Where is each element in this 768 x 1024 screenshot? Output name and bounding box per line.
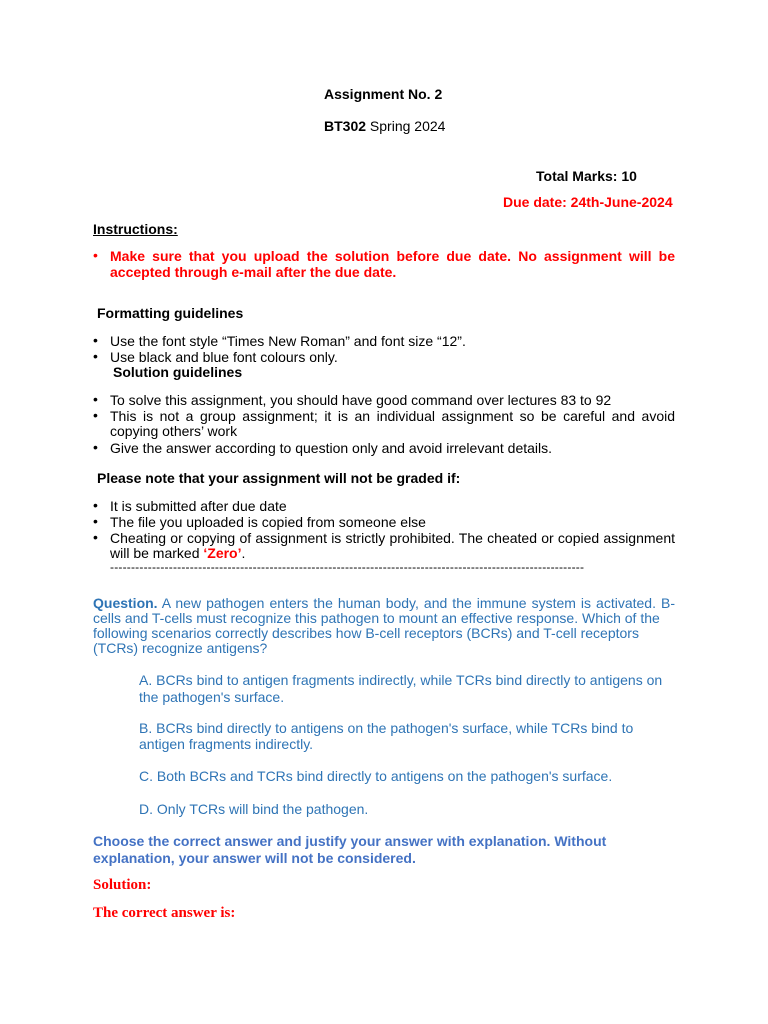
question-line-4: (TCRs) recognize antigens?	[93, 640, 268, 656]
option-d: D. Only TCRs will bind the pathogen.	[139, 801, 369, 817]
not-graded-text: will be marked	[110, 545, 204, 561]
answer-instruction-line-2: explanation, your answer will not be considered.	[93, 850, 416, 866]
instructions-line-2: accepted through e-mail after the due date.	[110, 264, 397, 280]
guideline-item-cont: copying others’ work	[110, 423, 238, 439]
guideline-item: This is not a group assignment; it is an individual assignment so be careful and avoid	[110, 408, 675, 424]
question-line-1	[93, 595, 675, 611]
not-graded-heading: Please note that your assignment will not be graded if:	[97, 470, 461, 486]
not-graded-item-cont	[110, 545, 245, 561]
instructions-line-1: Make sure that you upload the solution before due date. No assignment will be	[110, 248, 675, 264]
course-term: Spring 2024	[366, 118, 446, 134]
formatting-item: Use black and blue font colours only.	[110, 349, 338, 365]
question-text: A new pathogen enters the human body, and the immune system is activated. B-	[157, 595, 675, 611]
zero-mark: ‘Zero’	[203, 545, 242, 561]
solution-label: Solution:	[93, 877, 152, 893]
option-c: C. Both BCRs and TCRs bind directly to antigens on the pathogen's surface.	[139, 768, 613, 784]
not-graded-item: Cheating or copying of assignment is strictly prohibited. The cheated or copied assignment	[110, 530, 675, 546]
guideline-item: To solve this assignment, you should have good command over lectures 83 to 92	[110, 392, 612, 408]
not-graded-item: It is submitted after due date	[110, 498, 287, 514]
course-line	[324, 118, 445, 134]
bullet-icon: •	[93, 529, 98, 545]
not-graded-item: The file you uploaded is copied from someone else	[110, 514, 426, 530]
question-line-2: cells and T-cells must recognize this pathogen to mount an effective response. Which of the	[93, 610, 660, 626]
formatting-item: Use the font style “Times New Roman” and font size “12”.	[110, 333, 466, 349]
bullet-icon: •	[93, 439, 98, 455]
not-graded-period: .	[241, 545, 246, 561]
option-b: B. BCRs bind directly to antigens on the pathogen's surface, while TCRs bind to	[139, 720, 634, 736]
total-marks: Total Marks: 10	[536, 168, 637, 184]
assignment-title: Assignment No. 2	[324, 86, 443, 102]
course-code: BT302	[324, 118, 367, 134]
option-a: A. BCRs bind to antigen fragments indirectly, while TCRs bind directly to antigens on	[139, 672, 663, 688]
correct-answer-label: The correct answer is:	[93, 905, 236, 921]
bullet-icon: •	[93, 513, 98, 529]
question-label: Question.	[93, 595, 158, 611]
guideline-item: Give the answer according to question only and avoid irrelevant details.	[110, 440, 553, 456]
bullet-icon: •	[93, 391, 98, 407]
bullet-icon: •	[93, 332, 98, 348]
option-b-cont: antigen fragments indirectly.	[139, 736, 314, 752]
bullet-icon: •	[93, 348, 98, 364]
due-date: Due date: 24th-June-2024	[503, 194, 673, 210]
solution-guidelines-heading: Solution guidelines	[113, 364, 243, 380]
bullet-icon: •	[93, 407, 98, 423]
instructions-heading: Instructions:	[93, 221, 178, 237]
question-line-3: following scenarios correctly describes how B-cell receptors (BCRs) and T-cell receptors	[93, 625, 639, 641]
bullet-icon: •	[93, 247, 98, 263]
formatting-heading: Formatting guidelines	[97, 305, 244, 321]
divider: -----------------------------------------------------------------------------------------------------------------	[110, 560, 585, 574]
bullet-icon: •	[93, 497, 98, 513]
option-a-cont: the pathogen's surface.	[139, 689, 285, 705]
answer-instruction-line-1: Choose the correct answer and justify your answer with explanation. Without	[93, 833, 607, 849]
